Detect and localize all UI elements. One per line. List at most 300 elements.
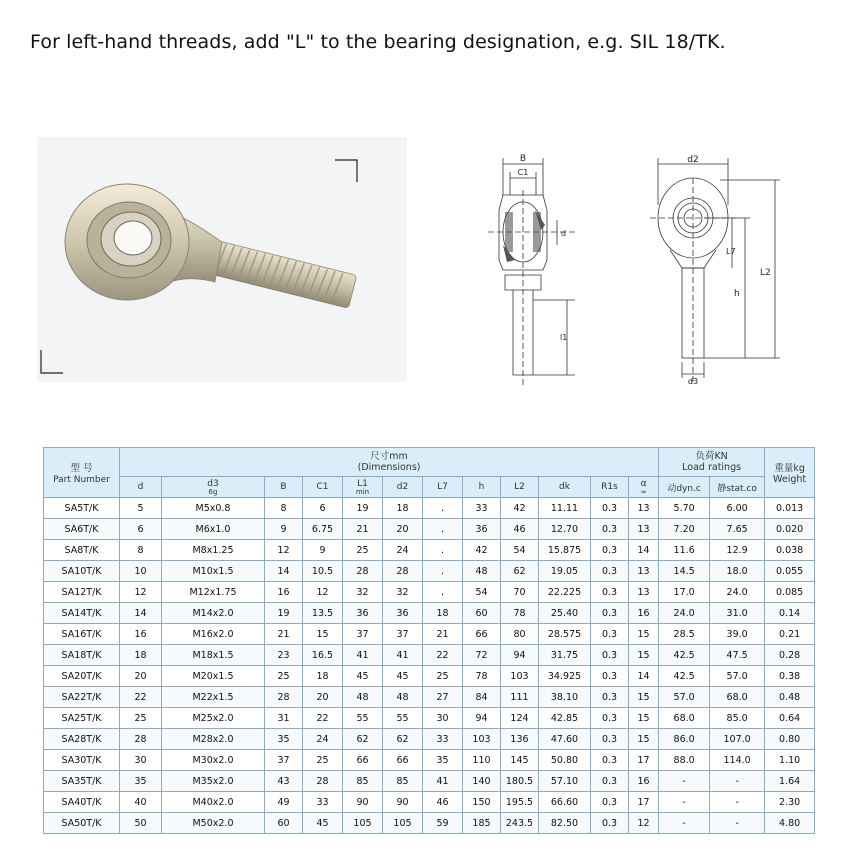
table-cell: M8x1.25 <box>162 540 265 561</box>
load-header-cn: 负荷KN <box>695 451 728 462</box>
table-cell: 19 <box>265 603 303 624</box>
table-cell: 48 <box>463 561 501 582</box>
table-cell: 136 <box>501 729 539 750</box>
table-cell: 13 <box>629 561 659 582</box>
table-cell: 78 <box>501 603 539 624</box>
table-cell: 47.5 <box>710 645 765 666</box>
table-cell: 0.3 <box>591 771 629 792</box>
table-cell: 0.3 <box>591 687 629 708</box>
table-cell: 80 <box>501 624 539 645</box>
label-B: B <box>519 154 527 164</box>
table-cell: 90 <box>383 792 423 813</box>
table-cell: 33 <box>463 498 501 519</box>
weight-header-en: Weight <box>773 474 807 485</box>
table-row <box>44 708 815 729</box>
table-cell: 31 <box>265 708 303 729</box>
spec-table-wrapper <box>43 447 814 834</box>
table-cell: 59 <box>423 813 463 834</box>
table-cell: 0.3 <box>591 708 629 729</box>
table-cell: - <box>710 813 765 834</box>
table-cell: 11.6 <box>659 540 710 561</box>
table-cell: 16 <box>120 624 162 645</box>
table-cell: 37 <box>265 750 303 771</box>
table-cell: 0.14 <box>765 603 815 624</box>
table-row <box>44 771 815 792</box>
table-cell: 0.3 <box>591 561 629 582</box>
table-row <box>44 645 815 666</box>
table-cell: 41 <box>383 645 423 666</box>
table-cell: 88.0 <box>659 750 710 771</box>
part-number-cell: SA20T/K <box>44 666 120 687</box>
table-cell: M10x1.5 <box>162 561 265 582</box>
table-cell: 0.3 <box>591 645 629 666</box>
table-cell: M25x2.0 <box>162 708 265 729</box>
table-cell: 28.575 <box>539 624 591 645</box>
table-cell: 0.3 <box>591 813 629 834</box>
table-cell: 66 <box>343 750 383 771</box>
table-cell: 42.5 <box>659 666 710 687</box>
table-cell: 57.0 <box>710 666 765 687</box>
table-cell: 24.0 <box>710 582 765 603</box>
col-h: h <box>463 477 501 498</box>
table-cell: 45 <box>343 666 383 687</box>
col-L1-label: L1 <box>357 478 368 489</box>
col-alpha-label: α <box>640 478 647 489</box>
col-alpha <box>629 477 659 498</box>
table-cell: 54 <box>463 582 501 603</box>
table-cell: 23 <box>265 645 303 666</box>
table-cell: 84 <box>463 687 501 708</box>
col-L7: L7 <box>423 477 463 498</box>
table-cell: 18 <box>120 645 162 666</box>
table-cell: 0.085 <box>765 582 815 603</box>
spec-table-body <box>44 498 815 834</box>
table-cell: 62 <box>501 561 539 582</box>
table-cell: 42.85 <box>539 708 591 729</box>
table-cell: 66 <box>463 624 501 645</box>
label-L2: L2 <box>760 268 771 278</box>
table-row <box>44 603 815 624</box>
col-d3-label: d3 <box>207 478 219 489</box>
headline: For left-hand threads, add "L" to the bearing designation, e.g. SIL 18/TK. <box>30 31 726 53</box>
table-cell: 12 <box>265 540 303 561</box>
table-cell: 6 <box>303 498 343 519</box>
weight-header <box>765 448 815 498</box>
col-C1: C1 <box>303 477 343 498</box>
table-cell: 0.3 <box>591 603 629 624</box>
table-cell: 0.3 <box>591 750 629 771</box>
table-cell: M18x1.5 <box>162 645 265 666</box>
table-cell: 28 <box>383 561 423 582</box>
table-cell: 25 <box>423 666 463 687</box>
table-cell: 0.3 <box>591 540 629 561</box>
table-cell: 15 <box>629 624 659 645</box>
dimensions-header-en: (Dimensions) <box>357 462 421 473</box>
table-cell: 62 <box>383 729 423 750</box>
table-cell: 145 <box>501 750 539 771</box>
table-cell: M5x0.8 <box>162 498 265 519</box>
rod-end-photo <box>37 137 407 382</box>
table-cell: 32 <box>383 582 423 603</box>
label-d2: d2 <box>687 155 699 165</box>
part-number-header <box>44 448 120 498</box>
table-cell: 14 <box>629 540 659 561</box>
table-cell: 18.0 <box>710 561 765 582</box>
table-cell: 48 <box>383 687 423 708</box>
part-number-cell: SA14T/K <box>44 603 120 624</box>
table-cell: 124 <box>501 708 539 729</box>
table-cell: 30 <box>423 708 463 729</box>
table-cell: 46 <box>501 519 539 540</box>
table-cell: 21 <box>265 624 303 645</box>
table-cell: 25.40 <box>539 603 591 624</box>
table-cell: 22 <box>423 645 463 666</box>
table-cell: 18 <box>423 603 463 624</box>
part-number-cell: SA22T/K <box>44 687 120 708</box>
label-l1: l1 <box>560 333 568 342</box>
table-cell: 22 <box>120 687 162 708</box>
table-cell: M40x2.0 <box>162 792 265 813</box>
table-cell: 57.10 <box>539 771 591 792</box>
label-d: d <box>561 229 567 238</box>
table-cell: 28 <box>303 771 343 792</box>
table-cell: 17 <box>629 792 659 813</box>
table-cell: M14x2.0 <box>162 603 265 624</box>
table-cell: 5 <box>120 498 162 519</box>
table-cell: 15 <box>303 624 343 645</box>
table-row <box>44 498 815 519</box>
table-cell: 35 <box>120 771 162 792</box>
table-cell: M6x1.0 <box>162 519 265 540</box>
table-cell: 41 <box>343 645 383 666</box>
table-cell: - <box>659 792 710 813</box>
col-d3 <box>162 477 265 498</box>
col-L2: L2 <box>501 477 539 498</box>
table-cell: 12.9 <box>710 540 765 561</box>
table-cell: M16x2.0 <box>162 624 265 645</box>
table-row <box>44 750 815 771</box>
part-number-cell: SA6T/K <box>44 519 120 540</box>
col-alpha-sub: ≈ <box>640 487 647 496</box>
table-cell: 243.5 <box>501 813 539 834</box>
col-d3-sub: 6g <box>208 487 218 496</box>
table-cell: 0.3 <box>591 792 629 813</box>
table-cell: 10.5 <box>303 561 343 582</box>
table-cell: 9 <box>265 519 303 540</box>
table-cell: 13.5 <box>303 603 343 624</box>
table-cell: 18 <box>383 498 423 519</box>
table-cell: 12 <box>120 582 162 603</box>
col-r1s: R1s <box>591 477 629 498</box>
table-cell: 49 <box>265 792 303 813</box>
table-cell: 10 <box>120 561 162 582</box>
table-cell: 7.20 <box>659 519 710 540</box>
table-cell: - <box>659 813 710 834</box>
table-cell: 37 <box>383 624 423 645</box>
table-cell: 0.055 <box>765 561 815 582</box>
table-cell: 20 <box>120 666 162 687</box>
table-cell: 25 <box>303 750 343 771</box>
table-cell: 2.30 <box>765 792 815 813</box>
table-cell: 110 <box>463 750 501 771</box>
table-cell: 14 <box>120 603 162 624</box>
table-cell: 54 <box>501 540 539 561</box>
table-cell: 42 <box>501 498 539 519</box>
table-cell: 31.75 <box>539 645 591 666</box>
table-cell: 6.00 <box>710 498 765 519</box>
part-number-cell: SA16T/K <box>44 624 120 645</box>
table-row <box>44 624 815 645</box>
table-cell: 24 <box>303 729 343 750</box>
table-cell: 62 <box>343 729 383 750</box>
table-cell: 1.10 <box>765 750 815 771</box>
part-number-cell: SA50T/K <box>44 813 120 834</box>
col-dynamic-load: 动dyn.c <box>659 477 710 498</box>
table-cell: 24 <box>383 540 423 561</box>
part-number-cell: SA25T/K <box>44 708 120 729</box>
table-cell: 39.0 <box>710 624 765 645</box>
table-row <box>44 519 815 540</box>
table-cell: 25 <box>120 708 162 729</box>
col-d: d <box>120 477 162 498</box>
table-row <box>44 813 815 834</box>
table-cell: 16.5 <box>303 645 343 666</box>
table-cell: 150 <box>463 792 501 813</box>
table-cell: 4.80 <box>765 813 815 834</box>
table-cell: 46 <box>423 792 463 813</box>
table-cell: 28.5 <box>659 624 710 645</box>
table-cell: . <box>423 561 463 582</box>
table-row <box>44 792 815 813</box>
table-cell: . <box>423 582 463 603</box>
side-section-drawing <box>485 150 595 385</box>
col-d2: d2 <box>383 477 423 498</box>
table-row <box>44 540 815 561</box>
table-cell: 37 <box>343 624 383 645</box>
table-cell: 20 <box>383 519 423 540</box>
table-cell: 34.925 <box>539 666 591 687</box>
table-cell: 103 <box>501 666 539 687</box>
table-cell: 12 <box>629 813 659 834</box>
table-cell: 180.5 <box>501 771 539 792</box>
table-cell: 0.3 <box>591 498 629 519</box>
col-B: B <box>265 477 303 498</box>
table-cell: 0.013 <box>765 498 815 519</box>
table-cell: 30 <box>120 750 162 771</box>
table-cell: 57.0 <box>659 687 710 708</box>
table-cell: 45 <box>383 666 423 687</box>
part-number-cell: SA40T/K <box>44 792 120 813</box>
col-L1 <box>343 477 383 498</box>
table-cell: 13 <box>629 498 659 519</box>
table-cell: 94 <box>501 645 539 666</box>
table-cell: 66 <box>383 750 423 771</box>
table-cell: 14 <box>265 561 303 582</box>
table-cell: 35 <box>265 729 303 750</box>
table-cell: 107.0 <box>710 729 765 750</box>
table-cell: 60 <box>265 813 303 834</box>
table-cell: 105 <box>383 813 423 834</box>
table-cell: 33 <box>303 792 343 813</box>
table-cell: 90 <box>343 792 383 813</box>
table-cell: 50 <box>120 813 162 834</box>
table-cell: 185 <box>463 813 501 834</box>
table-cell: 42.5 <box>659 645 710 666</box>
table-cell: 0.038 <box>765 540 815 561</box>
col-L1-sub: min <box>355 487 370 496</box>
table-cell: 43 <box>265 771 303 792</box>
table-cell: 12.70 <box>539 519 591 540</box>
table-cell: 11.11 <box>539 498 591 519</box>
table-cell: . <box>423 519 463 540</box>
table-cell: 111 <box>501 687 539 708</box>
table-cell: 36 <box>343 603 383 624</box>
table-cell: 13 <box>629 582 659 603</box>
table-cell: 103 <box>463 729 501 750</box>
table-cell: M12x1.75 <box>162 582 265 603</box>
table-cell: 28 <box>120 729 162 750</box>
table-cell: 0.3 <box>591 666 629 687</box>
label-d3: d3 <box>687 377 699 385</box>
table-cell: 27 <box>423 687 463 708</box>
weight-header-cn: 重量kg <box>774 463 805 474</box>
table-cell: - <box>710 771 765 792</box>
table-cell: 33 <box>423 729 463 750</box>
table-cell: 9 <box>303 540 343 561</box>
table-cell: 15 <box>629 708 659 729</box>
table-cell: 0.3 <box>591 729 629 750</box>
table-cell: 31.0 <box>710 603 765 624</box>
table-cell: 0.21 <box>765 624 815 645</box>
table-cell: 16 <box>629 603 659 624</box>
table-cell: 19 <box>343 498 383 519</box>
table-cell: 85.0 <box>710 708 765 729</box>
table-cell: 0.38 <box>765 666 815 687</box>
table-cell: 55 <box>343 708 383 729</box>
table-cell: 82.50 <box>539 813 591 834</box>
part-number-cell: SA30T/K <box>44 750 120 771</box>
table-cell: 18 <box>303 666 343 687</box>
table-cell: - <box>710 792 765 813</box>
table-cell: 8 <box>265 498 303 519</box>
load-header-en: Load ratings <box>682 462 742 473</box>
table-cell: 72 <box>463 645 501 666</box>
table-cell: 25 <box>343 540 383 561</box>
table-cell: 140 <box>463 771 501 792</box>
table-cell: 17.0 <box>659 582 710 603</box>
table-cell: 21 <box>423 624 463 645</box>
table-cell: 15.875 <box>539 540 591 561</box>
table-cell: 42 <box>463 540 501 561</box>
table-cell: 94 <box>463 708 501 729</box>
table-cell: M20x1.5 <box>162 666 265 687</box>
part-number-cell: SA8T/K <box>44 540 120 561</box>
table-cell: 8 <box>120 540 162 561</box>
table-cell: 28 <box>265 687 303 708</box>
table-cell: 7.65 <box>710 519 765 540</box>
table-cell: . <box>423 498 463 519</box>
part-number-cell: SA5T/K <box>44 498 120 519</box>
table-cell: 86.0 <box>659 729 710 750</box>
table-cell: 16 <box>629 771 659 792</box>
table-cell: 24.0 <box>659 603 710 624</box>
table-cell: 0.3 <box>591 582 629 603</box>
table-cell: . <box>423 540 463 561</box>
table-cell: 14 <box>629 666 659 687</box>
table-cell: 68.0 <box>659 708 710 729</box>
table-cell: 19.05 <box>539 561 591 582</box>
part-header-cn: 型 号 <box>70 463 93 474</box>
table-cell: 85 <box>383 771 423 792</box>
table-cell: 105 <box>343 813 383 834</box>
table-cell: 0.28 <box>765 645 815 666</box>
table-cell: 15 <box>629 645 659 666</box>
table-cell: 55 <box>383 708 423 729</box>
table-cell: 38.10 <box>539 687 591 708</box>
table-cell: 70 <box>501 582 539 603</box>
part-number-cell: SA18T/K <box>44 645 120 666</box>
part-number-cell: SA12T/K <box>44 582 120 603</box>
table-cell: M30x2.0 <box>162 750 265 771</box>
table-cell: 0.80 <box>765 729 815 750</box>
table-cell: 0.48 <box>765 687 815 708</box>
table-cell: 1.64 <box>765 771 815 792</box>
table-cell: 14.5 <box>659 561 710 582</box>
dimensions-header-cn: 尺寸mm <box>370 451 408 462</box>
table-cell: 15 <box>629 729 659 750</box>
table-cell: 12 <box>303 582 343 603</box>
label-C1: C1 <box>517 168 529 177</box>
table-row <box>44 561 815 582</box>
table-cell: 15 <box>629 687 659 708</box>
table-row <box>44 666 815 687</box>
front-view-drawing <box>640 150 790 385</box>
table-cell: 5.70 <box>659 498 710 519</box>
table-cell: 13 <box>629 519 659 540</box>
table-cell: 48 <box>343 687 383 708</box>
table-cell: 21 <box>343 519 383 540</box>
table-cell: 60 <box>463 603 501 624</box>
table-cell: 78 <box>463 666 501 687</box>
table-cell: 32 <box>343 582 383 603</box>
label-L7: L7 <box>726 247 736 256</box>
col-dk: dk <box>539 477 591 498</box>
part-number-cell: SA35T/K <box>44 771 120 792</box>
table-cell: 85 <box>343 771 383 792</box>
table-cell: 195.5 <box>501 792 539 813</box>
table-cell: 35 <box>423 750 463 771</box>
table-cell: 114.0 <box>710 750 765 771</box>
table-cell: 20 <box>303 687 343 708</box>
table-cell: 68.0 <box>710 687 765 708</box>
table-cell: 22.225 <box>539 582 591 603</box>
table-cell: 17 <box>629 750 659 771</box>
col-static-load: 静stat.co <box>710 477 765 498</box>
table-cell: 0.64 <box>765 708 815 729</box>
table-cell: 41 <box>423 771 463 792</box>
table-cell: 47.60 <box>539 729 591 750</box>
table-cell: 36 <box>463 519 501 540</box>
table-cell: 6 <box>120 519 162 540</box>
dimensions-header <box>120 448 659 477</box>
table-cell: 0.3 <box>591 624 629 645</box>
part-number-cell: SA10T/K <box>44 561 120 582</box>
table-cell: 0.3 <box>591 519 629 540</box>
table-cell: M22x1.5 <box>162 687 265 708</box>
load-ratings-header <box>659 448 765 477</box>
table-row <box>44 582 815 603</box>
table-cell: M35x2.0 <box>162 771 265 792</box>
